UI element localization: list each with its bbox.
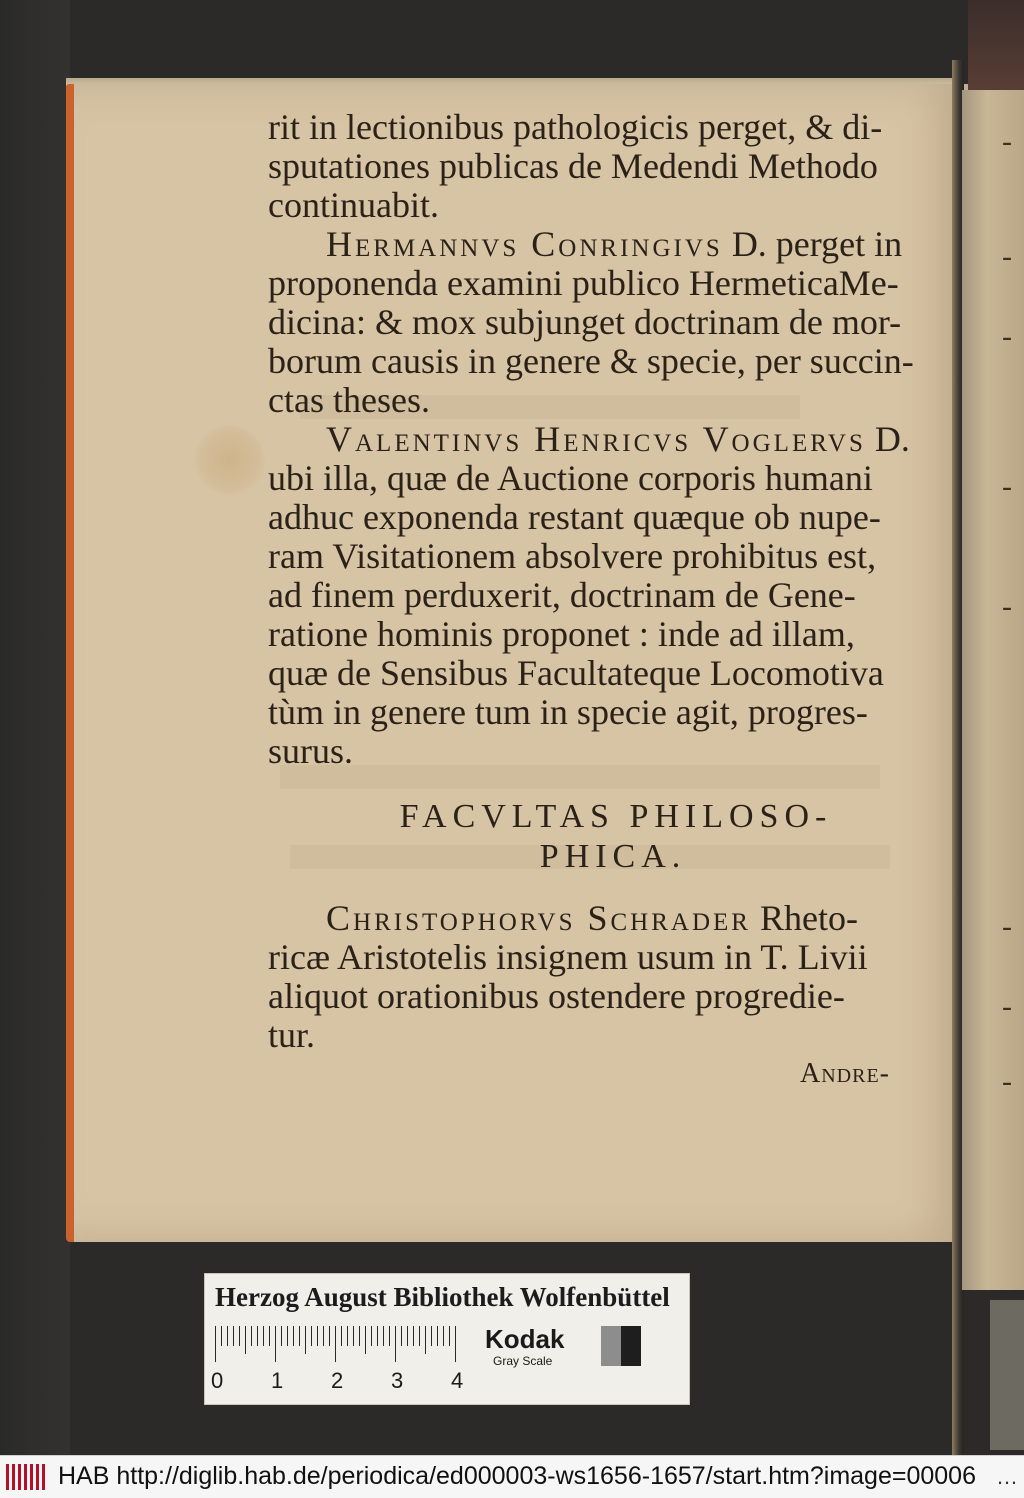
- ruler-tick: [227, 1326, 228, 1346]
- text-line: ctas theses.: [268, 380, 430, 420]
- ruler-tick: [257, 1326, 258, 1346]
- text-line: aliquot orationibus ostendere progredie-: [268, 976, 845, 1016]
- ruler-tick: [317, 1326, 318, 1346]
- neighbor-target-edge: [990, 1300, 1024, 1450]
- ruler-tick: [455, 1326, 456, 1362]
- ruler-tick: [251, 1326, 252, 1346]
- paragraph-heading-line: [268, 420, 918, 459]
- ruler-tick: [359, 1326, 360, 1346]
- text-line: proponenda examini publico HermeticaMe-: [268, 263, 899, 303]
- ruler-tick: [407, 1326, 408, 1346]
- text-line: tur.: [268, 1015, 316, 1055]
- text-line: dicina: & mox subjunget doctrinam de mor-: [268, 302, 902, 342]
- gray-scale-label: Gray Scale: [493, 1354, 553, 1368]
- ruler-tick: [449, 1326, 450, 1346]
- ruler-tick: [311, 1326, 312, 1346]
- ruler-tick: [425, 1326, 426, 1354]
- color-target-card: [204, 1273, 690, 1405]
- text-line: sputationes publicas de Medendi Methodo: [268, 146, 878, 186]
- ruler-tick: [287, 1326, 288, 1346]
- catchword: Andre-: [800, 1058, 890, 1089]
- black-swatch: [621, 1326, 641, 1366]
- scale-ruler: [215, 1326, 465, 1364]
- ruler-tick: [341, 1326, 342, 1346]
- ruler-tick: [443, 1326, 444, 1346]
- footer-bar: [0, 1455, 1024, 1498]
- ruler-tick: [383, 1326, 384, 1346]
- ruler-tick: [413, 1326, 414, 1346]
- section-heading: FACVLTAS PHILOSO-: [399, 798, 833, 835]
- ruler-tick: [293, 1326, 294, 1346]
- ruler-tick: [269, 1326, 270, 1346]
- more-icon[interactable]: …: [996, 1464, 1018, 1489]
- person-name: Hermannvs Conringivs: [326, 224, 723, 264]
- person-name: Valentinvs Henricvs Voglervs: [326, 419, 866, 459]
- ruler-tick: [365, 1326, 366, 1354]
- ruler-tick: [401, 1326, 402, 1346]
- ruler-tick: [221, 1326, 222, 1346]
- ruler-number: 0: [211, 1368, 224, 1393]
- ruler-tick: [299, 1326, 300, 1346]
- ruler-tick: [389, 1326, 390, 1346]
- text-line: surus.: [268, 731, 354, 771]
- paragraph-heading-line: [268, 225, 918, 264]
- ruler-tick: [275, 1326, 276, 1362]
- ruler-number: 3: [391, 1368, 404, 1393]
- gray-swatch: [601, 1326, 621, 1366]
- ruler-tick: [395, 1326, 396, 1362]
- library-name: Herzog August Bibliothek Wolfenbüttel: [215, 1282, 670, 1312]
- text-line: ratione hominis proponet : inde ad illam,: [268, 614, 855, 654]
- ruler-tick: [419, 1326, 420, 1346]
- kodak-logo: Kodak: [485, 1324, 565, 1354]
- ruler-tick: [335, 1326, 336, 1362]
- ruler-tick: [215, 1326, 216, 1362]
- ruler-tick: [347, 1326, 348, 1346]
- text-line: ram Visitationem absolvere prohibitus est,: [268, 536, 877, 576]
- text-run: D.: [865, 419, 910, 459]
- book-spine: [968, 0, 1024, 95]
- text-line: rit in lectionibus pathologicis perget, & di-: [268, 107, 883, 147]
- ruler-tick: [431, 1326, 432, 1346]
- text-line: continuabit.: [268, 185, 439, 225]
- section-heading-continued: PHICA.: [539, 838, 687, 875]
- ruler-tick: [245, 1326, 246, 1354]
- ruler-tick: [329, 1326, 330, 1346]
- facing-page-edge: - - - - - - - -: [962, 90, 1024, 1290]
- text-run: Rheto-: [750, 898, 858, 938]
- ruler-tick: [377, 1326, 378, 1346]
- text-line: ad finem perduxerit, doctrinam de Gene-: [268, 575, 856, 615]
- ruler-tick: [263, 1326, 264, 1346]
- text-line: adhuc exponenda restant quæque ob nupe-: [268, 497, 881, 537]
- ruler-tick: [233, 1326, 234, 1346]
- page-text: [268, 108, 918, 1055]
- ruler-tick: [305, 1326, 306, 1354]
- paragraph-heading-line: [268, 899, 918, 938]
- ruler-tick: [281, 1326, 282, 1346]
- text-line: tùm in genere tum in specie agit, progres-: [268, 692, 868, 732]
- ruler-number: 4: [451, 1368, 464, 1393]
- ruler-tick: [323, 1326, 324, 1346]
- hab-logo-icon: [6, 1464, 50, 1490]
- ruler-tick: [371, 1326, 372, 1346]
- text-line: borum causis in genere & specie, per succin-: [268, 341, 914, 381]
- ruler-number: 2: [331, 1368, 344, 1393]
- ruler-tick: [353, 1326, 354, 1346]
- person-name: Christophorvs Schrader: [326, 898, 751, 938]
- scan-background: [0, 0, 70, 1455]
- ruler-number: 1: [271, 1368, 284, 1393]
- paper-stain: [195, 425, 265, 495]
- ruler-tick: [437, 1326, 438, 1346]
- text-run: D. perget in: [722, 224, 903, 264]
- text-line: ubi illa, quæ de Auctione corporis humani: [268, 458, 873, 498]
- source-caption: HAB http://diglib.hab.de/periodica/ed000003-ws1656-1657/start.htm?image=00006: [58, 1462, 976, 1490]
- text-line: ricæ Aristotelis insignem usum in T. Livii: [268, 937, 868, 977]
- ruler-tick: [239, 1326, 240, 1346]
- text-line: quæ de Sensibus Facultateque Locomotiva: [268, 653, 884, 693]
